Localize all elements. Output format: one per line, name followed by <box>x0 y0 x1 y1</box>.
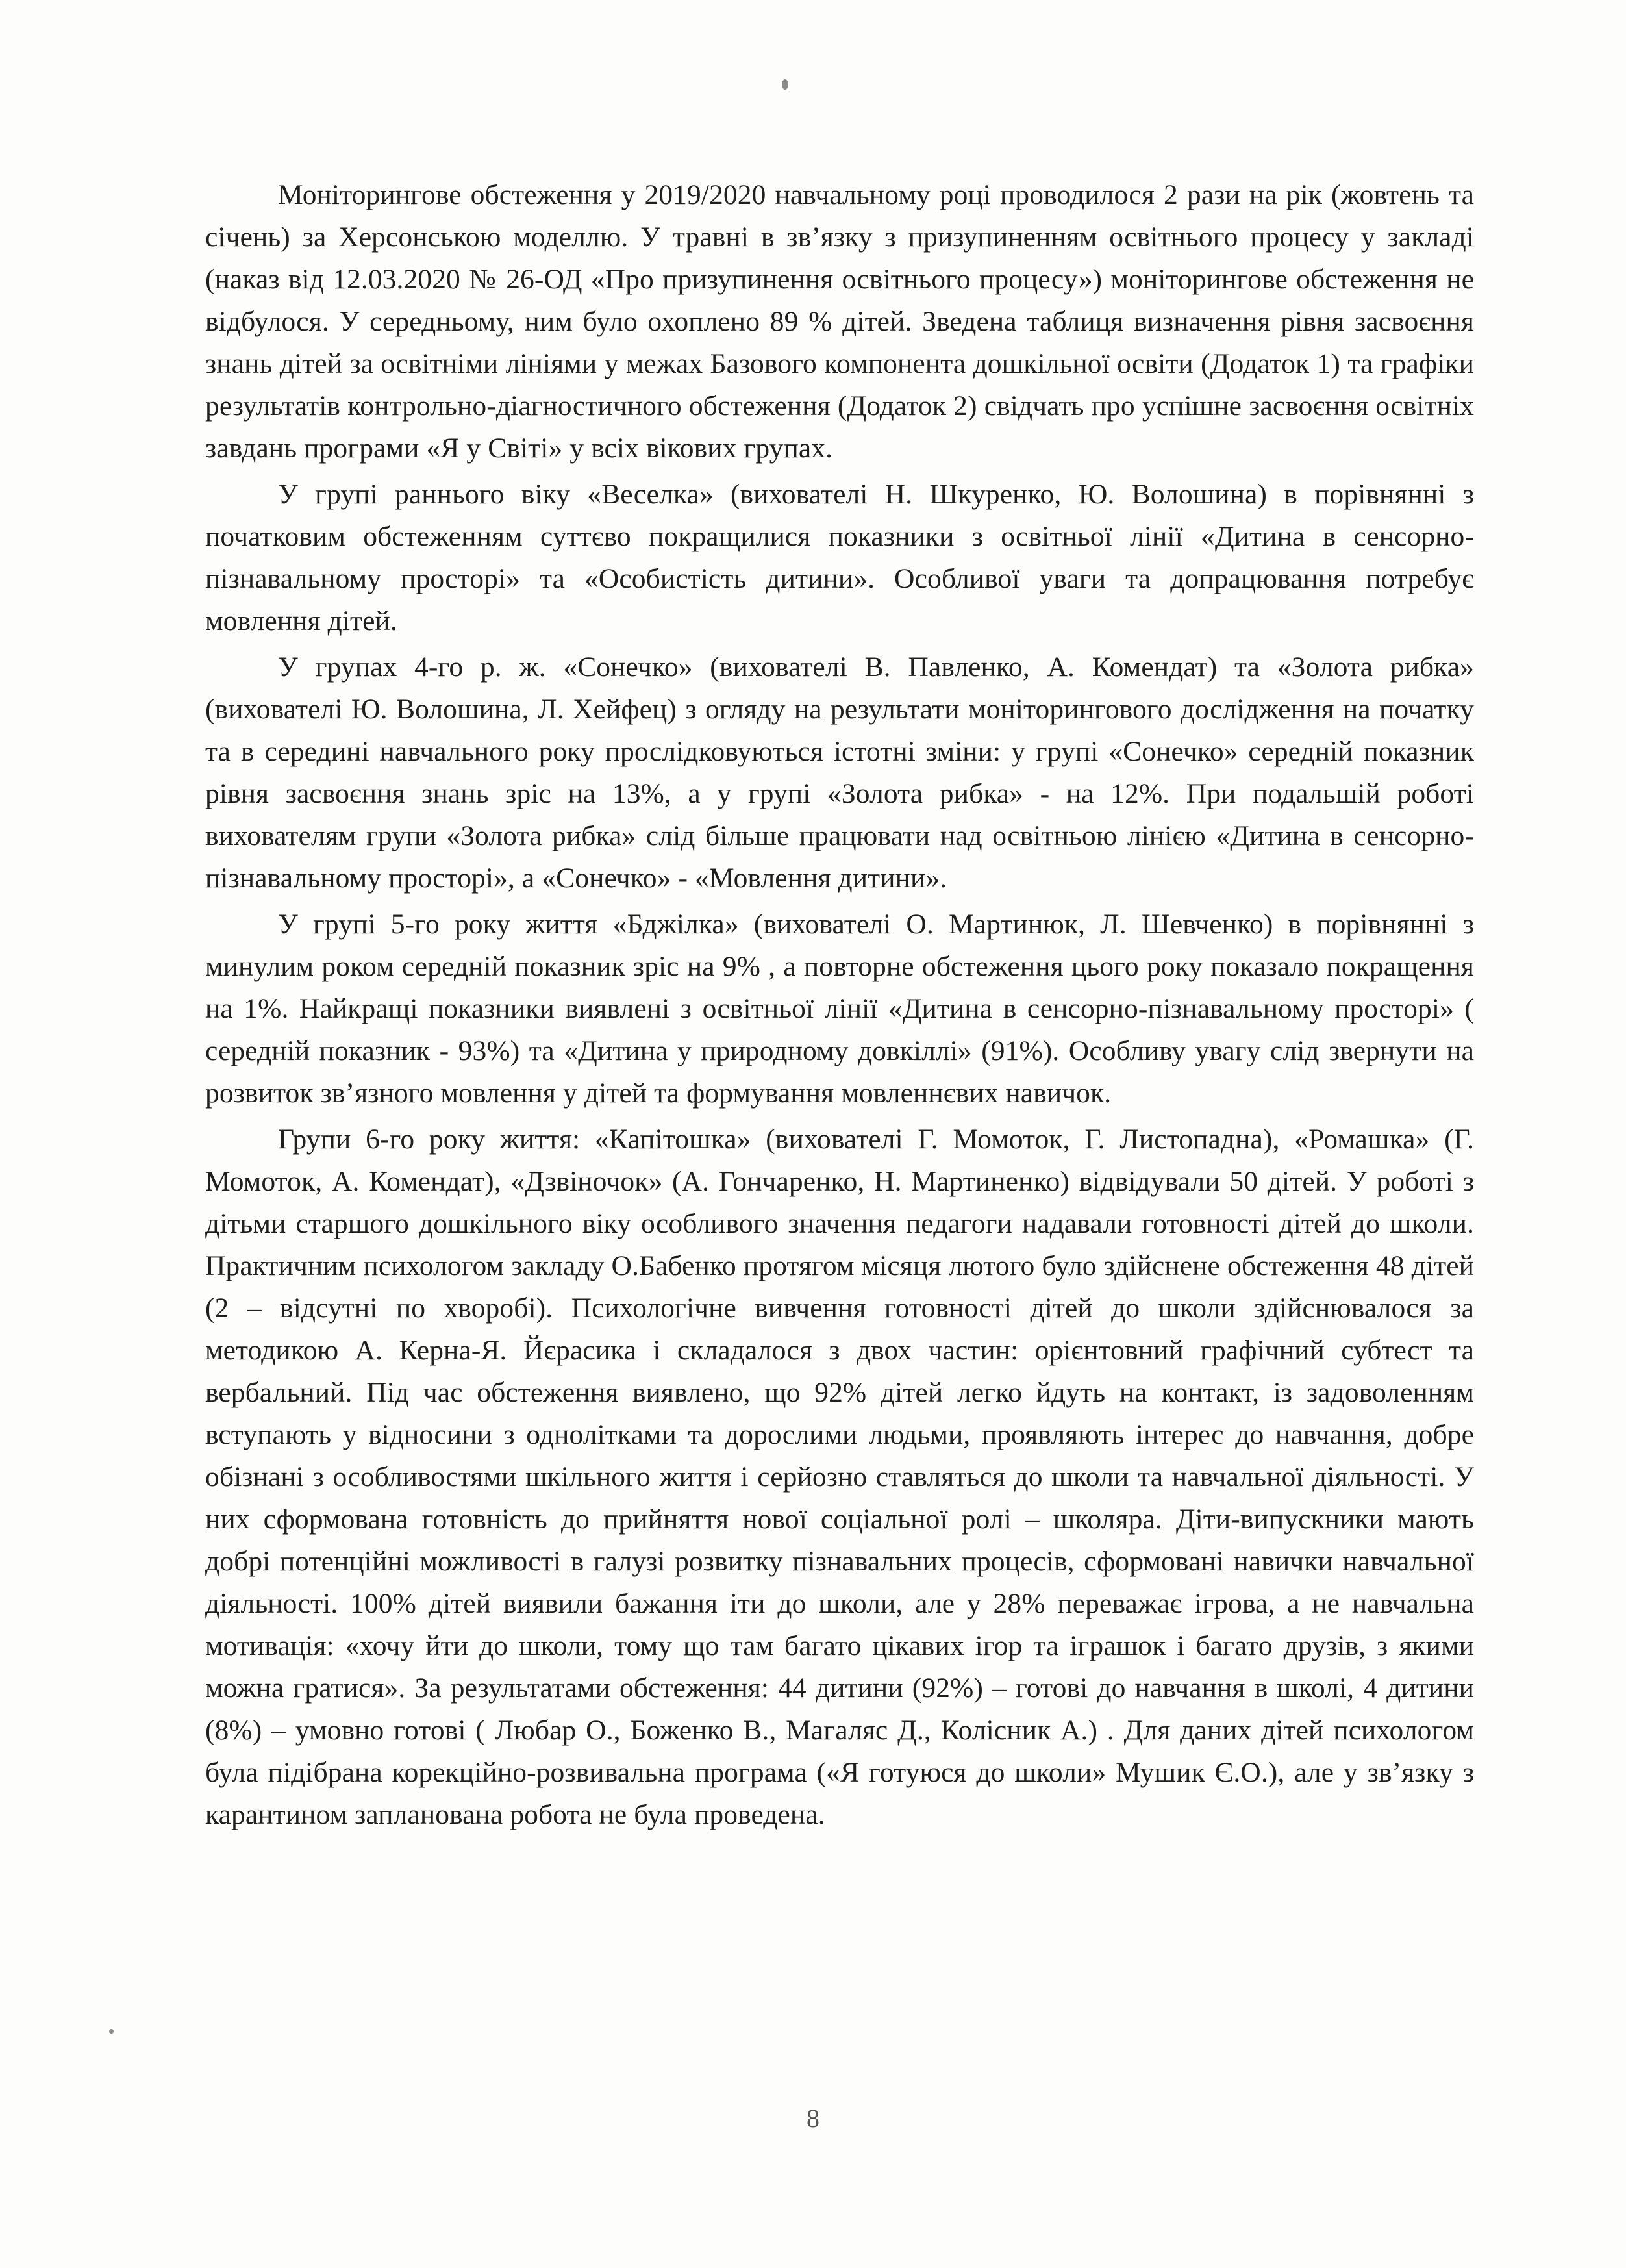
document-page <box>205 174 1474 1836</box>
paragraph-5th-year-group: У групі 5-го року життя «Бджілка» (вихователі О. Мартинюк, Л. Шевченко) в порівнянні з минулим роком середній показник зріс на 9% , а повторне обстеження цього року показало покращення на 1%. Найкращі показники виявлені з освітньої лінії «Дитина в сенсорно-пізнавальному просторі» ( середній показник - 93%) та «Дитина у природному довкіллі» (91%). Особливу увагу слід звернути на розвиток зв’язного мовлення у дітей та формування мовленнєвих навичок. <box>205 909 1474 1109</box>
paragraph-monitoring-overview: Моніторингове обстеження у 2019/2020 навчальному році проводилося 2 рази на рік (жовтень та січень) за Херсонською моделлю. У травні в зв’язку з призупиненням освітнього процесу у закладі (наказ від 12.03.2020 № 26-ОД «Про призупинення освітнього процесу») моніторингове обстеження не відбулося. У середньому, ним було охоплено 89 % дітей. Зведена таблиця визначення рівня засвоєння знань дітей за освітніми лініями у межах Базового компонента дошкільної освіти (Додаток 1) та графіки результатів контрольно-діагностичного обстеження (Додаток 2) свідчать про успішне засвоєння освітніх завдань програми «Я у Світі» у всіх вікових групах. <box>205 179 1474 464</box>
scan-speck <box>782 79 788 90</box>
page-number: 8 <box>807 2104 819 2133</box>
paragraph-early-age-group: У групі раннього віку «Веселка» (вихователі Н. Шкуренко, Ю. Волошина) в порівнянні з початковим обстеженням суттєво покращилися показники з освітньої лінії «Дитина в сенсорно-пізнавальному просторі» та «Особистість дитини». Особливої уваги та допрацювання потребує мовлення дітей. <box>205 479 1474 636</box>
scan-speck <box>109 2029 114 2034</box>
paragraph-4th-year-groups: У групах 4-го р. ж. «Сонечко» (вихователі В. Павленко, А. Комендат) та «Золота рибка» (вихователі Ю. Волошина, Л. Хейфец) з огляду на результати моніторингового дослідження на початку та в середині навчального року прослідковуються істотні зміни: у групі «Сонечко» середній показник рівня засвоєння знань зріс на 13%, а у групі «Золота рибка» - на 12%. При подальшій роботі вихователям групи «Золота рибка» слід більше працювати над освітньою лінією «Дитина в сенсорно-пізнавальному просторі», а «Сонечко» - «Мовлення дитини». <box>205 651 1474 894</box>
paragraph-6th-year-groups: Групи 6-го року життя: «Капітошка» (вихователі Г. Момоток, Г. Листопадна), «Ромашка» (Г. Момоток, А. Комендат), «Дзвіночок» (А. Гончаренко, Н. Мартиненко) відвідували 50 дітей. У роботі з дітьми старшого дошкільного віку особливого значення педагоги надавали готовності дітей до школи. Практичним психологом закладу О.Бабенко протягом місяця лютого було здійснене обстеження 48 дітей (2 – відсутні по хворобі). Психологічне вивчення готовності дітей до школи здійснювалося за методикою А. Керна-Я. Йєрасика і складалося з двох частин: орієнтовний графічний субтест та вербальний. Під час обстеження виявлено, що 92% дітей легко йдуть на контакт, із задоволенням вступають у відносини з однолітками та дорослими людьми, проявляють інтерес до навчання, добре обізнані з особливостями шкільного життя і серйозно ставляться до школи та навчальної діяльності. У них сформована готовність до прийняття нової соціальної ролі – школяра. Діти-випускники мають добрі потенційні можливості в галузі розвитку пізнавальних процесів, сформовані навички навчальної діяльності. 100% дітей виявили бажання іти до школи, але у 28% переважає ігрова, а не навчальна мотивація: «хочу йти до школи, тому що там багато цікавих ігор та іграшок і багато друзів, з якими можна гратися». За результатами обстеження: 44 дитини (92%) – готові до навчання в школі, 4 дитини (8%) – умовно готові ( Любар О., Боженко В., Магаляс Д., Колісник А.) . Для даних дітей психологом була підібрана корекційно-розвивальна програма («Я готуюся до школи» Мушик Є.О.), але у зв’язку з карантином запланована робота не була проведена. <box>205 1124 1474 1830</box>
